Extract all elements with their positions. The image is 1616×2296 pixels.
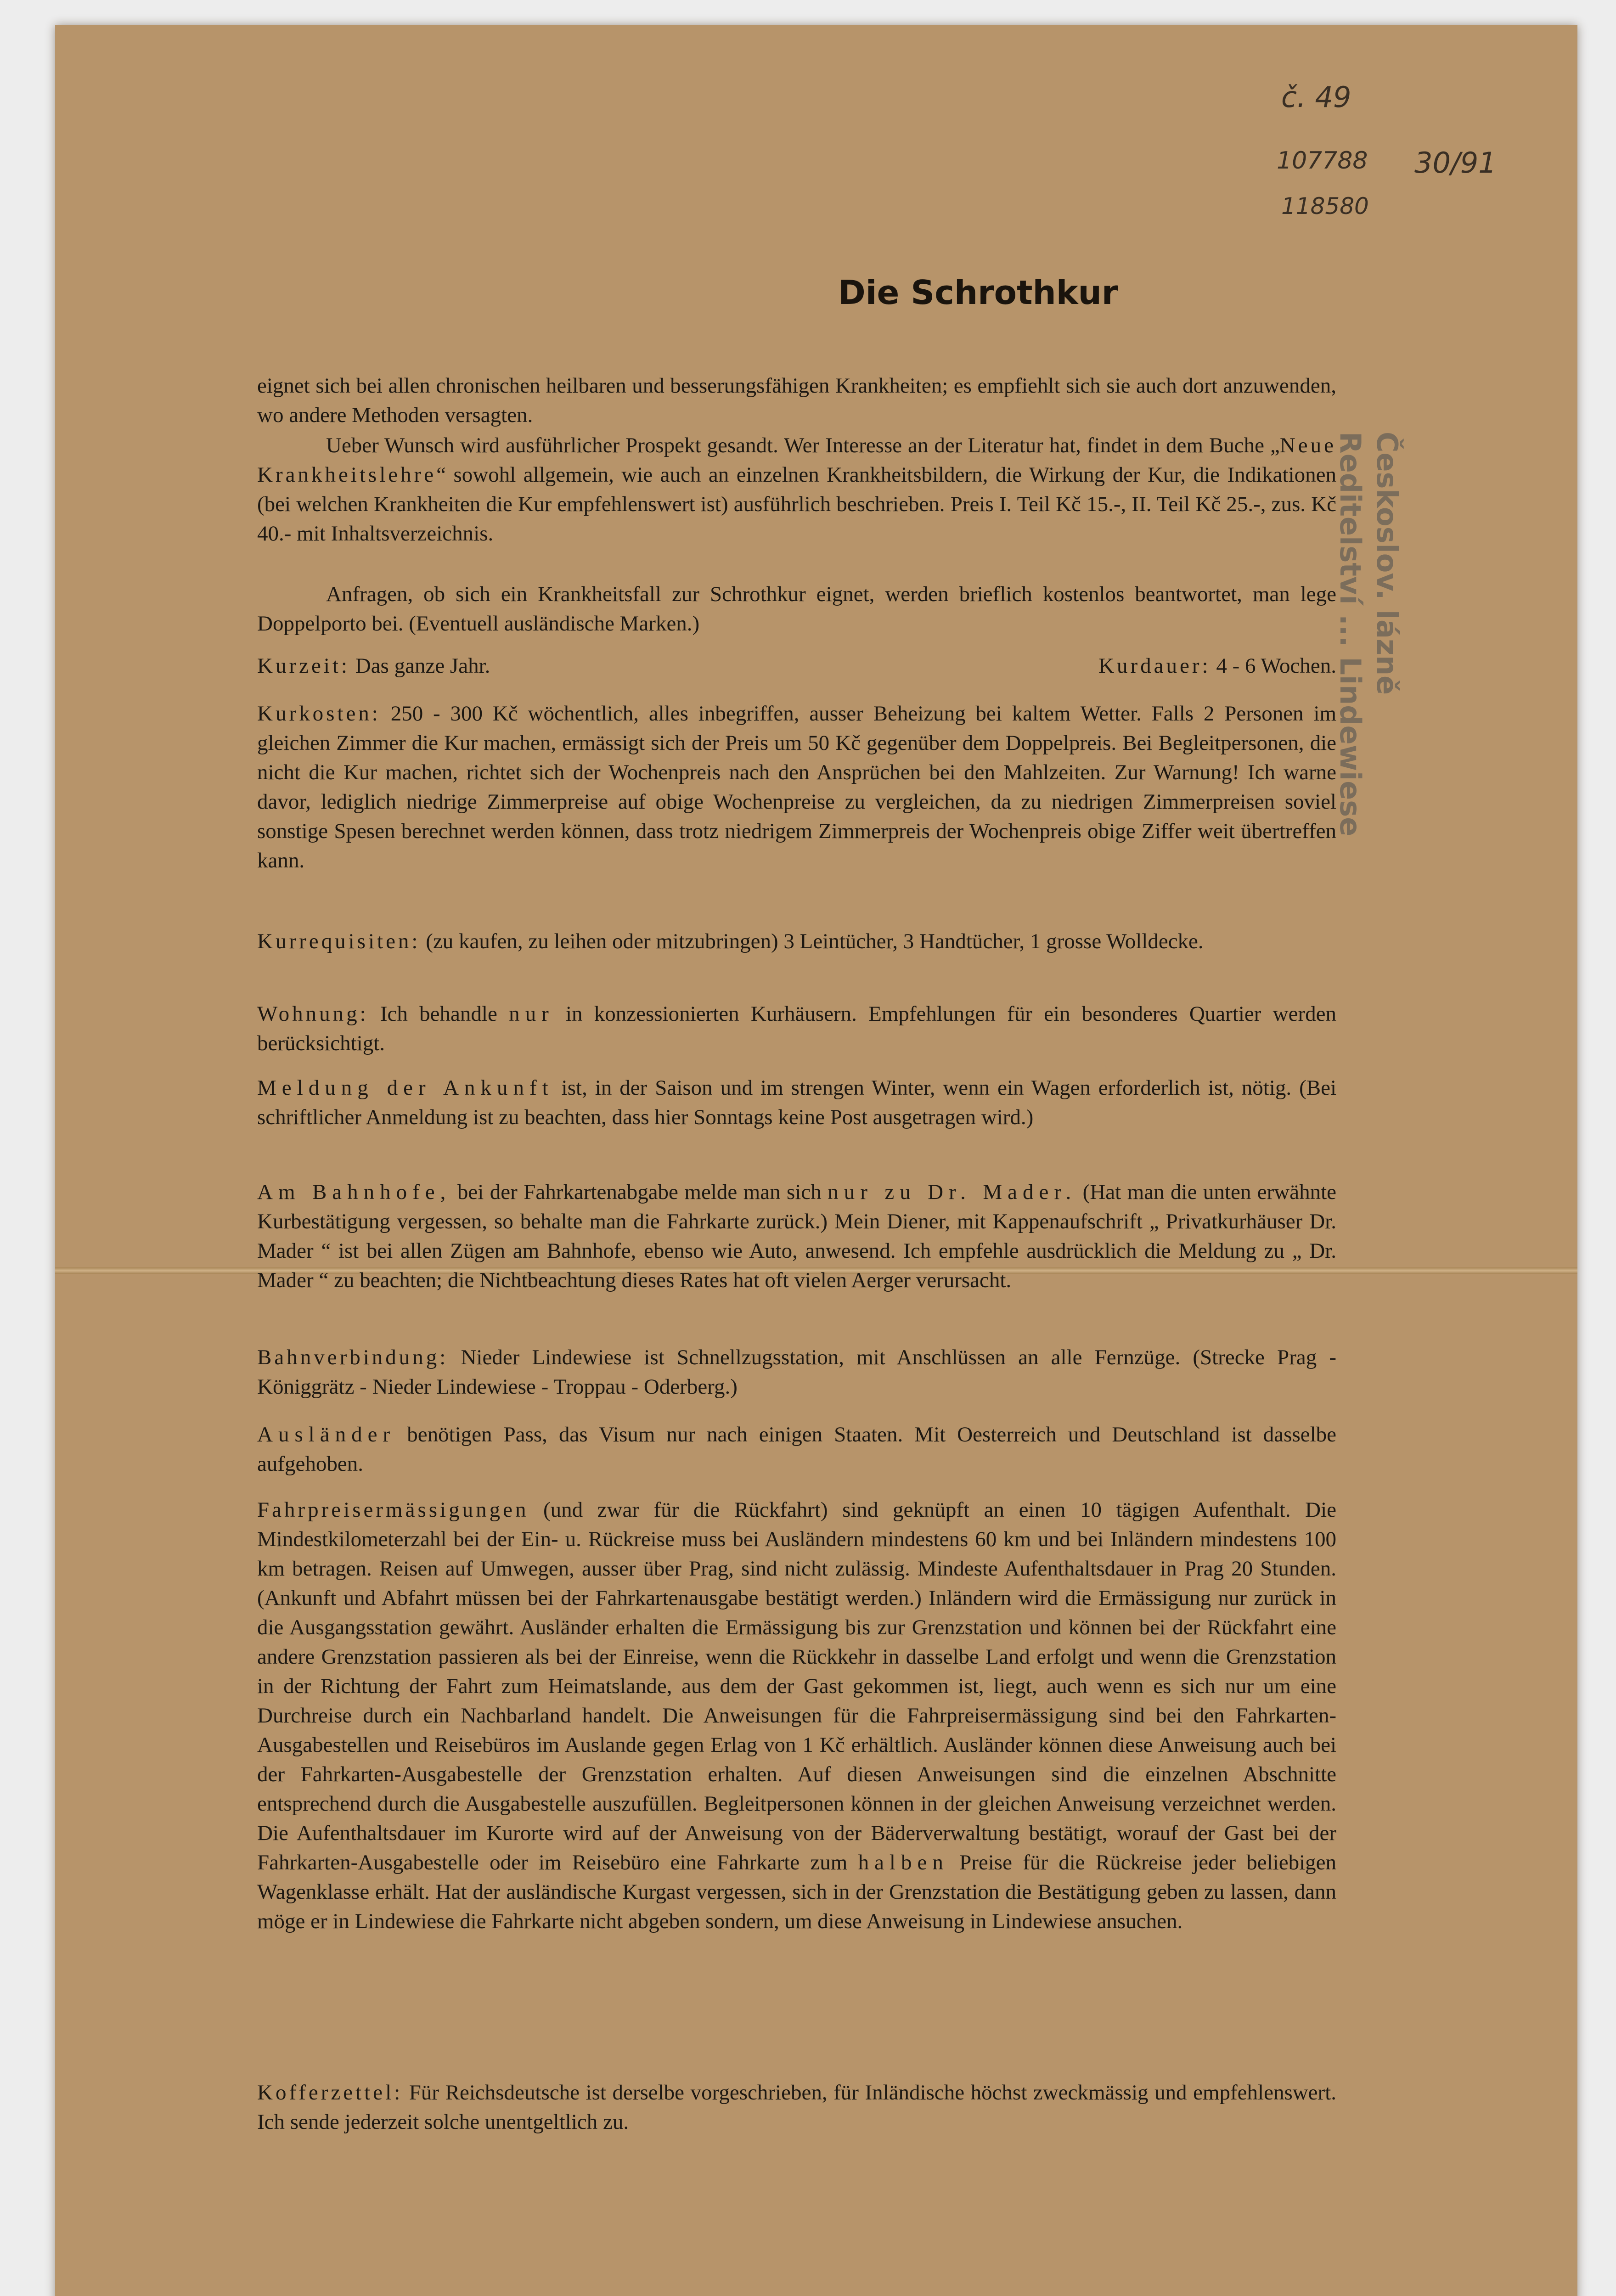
document-title: Die Schrothkur — [838, 273, 1118, 312]
kurrequisiten-text: (zu kaufen, zu leihen oder mitzubringen) 3 Leintücher, 3 Handtücher, 1 grosse Wolldecke. — [426, 929, 1204, 953]
stamp-line-2: Reditelství ... Lindewiese — [1334, 432, 1367, 837]
wohnung-emphasis: nur — [509, 1002, 554, 1026]
kurkosten-paragraph — [257, 699, 1336, 875]
handwritten-number-left: 107788 — [1277, 147, 1368, 174]
kurkosten-label: Kurkosten: — [257, 702, 381, 726]
auslaender-paragraph — [257, 1420, 1336, 1479]
stamp — [1332, 432, 1405, 836]
fahrpreis-label: Fahrpreisermässigungen — [257, 1498, 529, 1522]
fahrpreis-text-2: Preise für die Rückreise jeder beliebigen Wagenklasse erhält. Hat der ausländische Kurgast vergessen, sich in der Grenzstation die Bestätigung geben zu lassen, dann möge er in Lindewiese die Fahrkarte nicht abgeben sondern, um diese Anweisung in Lindewiese ansuchen. — [257, 1851, 1337, 1933]
fahrpreis-text-1: (und zwar für die Rückfahrt) sind geknüpft an einen 10 tägigen Aufenthalt. Die Mindestkilometerzahl bei der Ein- u. Rückreise muss bei Ausländern mindestens 60 km und bei Inländern mindestens 100 km betragen. Reisen auf Umwegen, ausser über Prag, sind nicht zulässig. Mindeste Aufenthaltsdauer in Prag 20 Stunden. (Ankunft und Abfahrt müssen bei der Fahrkartenausgabe bestätigt werden.) Inländern wird die Ermässigung nur zurück in die Ausgangsstation gewährt. Ausländer erhalten die Ermässigung bis zur Grenzstation und können bei der Rückfahrt eine andere Grenzstation passieren als bei der Einreise, wenn die Rückkehr in dasselbe Land erfolgt und wenn die Grenzstation in der Richtung der Fahrt zum Heimatslande, aus dem der Gast gekommen ist, liegt, auch wenn es sich nur um eine Durchreise durch ein Nachbarland handelt. Die Anweisungen für die Fahrpreisermässigung sind bei den Fahrkarten-Ausgabestellen und Reisebüros im Auslande gegen Erlag von 1 Kč erhältlich. Ausländer können diese Anweisung auch bei der Fahrkarten-Ausgabestelle der Grenzstation erhalten. Auf diesen Anweisungen sind die einzelnen Abschnitte entsprechend durch die Ausgabestelle auszufüllen. Begleitpersonen können in der gleichen Anweisung verzeichnet werden. Die Aufenthaltsdauer im Kurorte wird auf der Anweisung von der Bäderverwaltung bestätigt, worauf der Gast bei der Fahrkarten-Ausgabestelle oder im Reisebüro eine Fahrkarte zum — [257, 1498, 1336, 1874]
prospekt-paragraph — [257, 431, 1336, 548]
auslaender-text: benötigen Pass, das Visum nur nach einigen Staaten. Mit Oesterreich und Deutschland ist dasselbe aufgehoben. — [257, 1423, 1337, 1476]
stamp-line-1: Českoslov. lázně — [1370, 432, 1404, 695]
document-sheet — [55, 25, 1577, 2296]
intro-text: eignet sich bei allen chronischen heilbaren und besserungsfähigen Krankheiten; es empfiehlt sich sie auch dort anzuwenden, wo andere Methoden versagten. — [257, 374, 1336, 427]
handwritten-number-top: č. 49 — [1281, 80, 1351, 114]
kurzeit-text: Das ganze Jahr. — [355, 654, 490, 678]
kurkosten-text: 250 - 300 Kč wöchentlich, alles inbegriffen, ausser Beheizung bei kaltem Wetter. Falls 2 Personen im gleichen Zimmer die Kur machen, ermässigt sich der Preis um 50 Kč gegenüber dem Doppelpreis. Bei Begleitpersonen, die nicht die Kur machen, richtet sich der Wochenpreis nach den Ansprüchen bei den Mahlzeiten. Zur Warnung! Ich warne davor, lediglich niedrige Zimmerpreise auf obige Wochenpreise zu vergleichen, da zu niedrigen Zimmerpreisen soviel sonstige Spesen berechnet werden können, dass trotz niedrigem Zimmerpreis der Wochenpreis obige Ziffer weit übertreffen kann. — [257, 702, 1337, 872]
bahnverbindung-text: Nieder Lindewiese ist Schnellzugsstation, mit Anschlüssen an alle Fernzüge. (Strecke Prag - Königgrätz - Nieder Lindewiese - Troppau - Oderberg.) — [257, 1345, 1336, 1399]
bahnhof-text-2: (Hat man die unten erwähnte Kurbestätigung vergessen, so behalte man die Fahrkarte zurück.) Mein Diener, mit Kappenaufschrift „ Privatkurhäuser Dr. Mader “ ist bei allen Zügen am Bahnhofe, ebenso wie Auto, anwesend. Ich empfehle ausdrücklich die Meldung zu „ Dr. Mader “ zu beachten; die Nichtbeachtung dieses Rates hat oft vielen Aerger verursacht. — [257, 1180, 1337, 1292]
kurdauer-label: Kurdauer: — [1098, 654, 1211, 678]
kurrequisiten-paragraph — [257, 927, 1336, 956]
intro-paragraph — [257, 371, 1336, 430]
wohnung-text-2: in konzessionierten Kurhäusern. Empfehlungen für ein besonderes Quartier werden berücksichtigt. — [257, 1002, 1336, 1055]
kofferzettel-text: Für Reichsdeutsche ist derselbe vorgeschrieben, für Inländische höchst zweckmässig und empfehlenswert. Ich sende jederzeit solche unentgeltlich zu. — [257, 2081, 1336, 2134]
handwritten-number-right: 30/91 — [1414, 146, 1497, 180]
bahnhof-text-1: bei der Fahrkartenabgabe melde man sich — [457, 1180, 822, 1204]
auslaender-label: Ausländer — [257, 1423, 396, 1446]
fahrpreis-emphasis: halben — [858, 1851, 949, 1874]
bahnverbindung-label: Bahnverbindung: — [257, 1345, 449, 1369]
meldung-label: Meldung der Ankunft — [257, 1076, 554, 1100]
kurdauer-line — [1098, 651, 1336, 681]
wohnung-paragraph — [257, 999, 1336, 1058]
meldung-paragraph — [257, 1073, 1336, 1132]
fahrpreis-paragraph — [257, 1495, 1336, 1936]
wohnung-label: Wohnung: — [257, 1002, 369, 1026]
kurrequisiten-label: Kurrequisiten: — [257, 929, 421, 953]
bahnhof-paragraph — [257, 1177, 1336, 1295]
wohnung-text-1: Ich behandle — [380, 1002, 497, 1026]
bahnverbindung-paragraph — [257, 1343, 1336, 1401]
prospekt-text-2: “ sowohl allgemein, wie auch an einzelnen Krankheitsbildern, die Wirkung der Kur, die Indikationen (bei welchen Krankheiten die Kur empfehlenswert ist) ausführlich beschrieben. Preis I. Teil Kč 15.-, II. Teil Kč 25.-, zus. Kč 40.- mit Inhaltsverzeichnis. — [257, 463, 1336, 546]
handwritten-number-bottom: 118580 — [1281, 193, 1369, 219]
kofferzettel-paragraph — [257, 2078, 1336, 2137]
prospekt-text-1: Ueber Wunsch wird ausführlicher Prospekt gesandt. Wer Interesse an der Literatur hat, findet in dem Buche „ — [326, 433, 1280, 457]
bahnhof-emphasis: nur zu Dr. Mader. — [828, 1180, 1077, 1204]
bahnhof-label: Am Bahnhofe, — [257, 1180, 451, 1204]
meldung-text: ist, in der Saison und im strengen Winter, wenn ein Wagen erforderlich ist, nötig. (Bei schriftlicher Anmeldung ist zu beachten, dass hier Sonntags keine Post ausgetragen wird.) — [257, 1076, 1337, 1129]
book-title: Neue Krankheitslehre — [257, 433, 1336, 487]
anfragen-paragraph — [257, 580, 1336, 638]
kurdauer-text: 4 - 6 Wochen. — [1216, 654, 1336, 678]
kofferzettel-label: Kofferzettel: — [257, 2081, 403, 2105]
kurzeit-label: Kurzeit: — [257, 654, 350, 678]
kurzeit-line — [257, 651, 490, 681]
anfragen-text: Anfragen, ob sich ein Krankheitsfall zur Schrothkur eignet, werden brieflich kostenlos beantwortet, man lege Doppelporto bei. (Eventuell ausländische Marken.) — [257, 582, 1336, 636]
